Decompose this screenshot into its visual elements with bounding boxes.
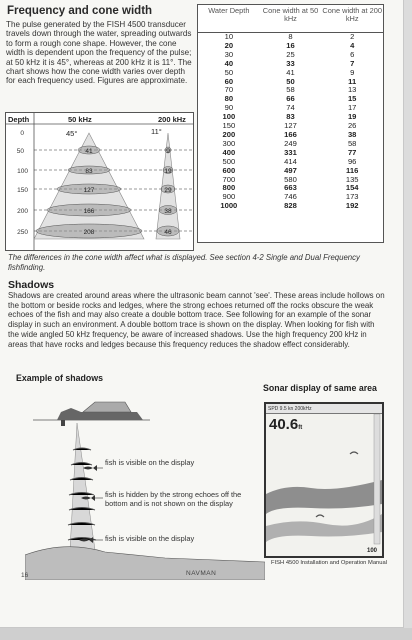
table-cell: 83 bbox=[286, 112, 295, 122]
table-cell: 166 bbox=[284, 129, 297, 139]
table-column-depth bbox=[198, 33, 260, 211]
table-cell: 80 bbox=[224, 94, 234, 104]
table-cell: 800 bbox=[222, 183, 236, 193]
table-cell: 41 bbox=[286, 67, 295, 77]
table-cell: 700 bbox=[222, 174, 236, 184]
table-cell: 8 bbox=[288, 32, 293, 41]
width-200: 9 bbox=[166, 148, 170, 155]
table-cell: 192 bbox=[345, 201, 359, 211]
width-200: 46 bbox=[164, 229, 172, 236]
table-cell: 6 bbox=[350, 49, 355, 59]
angle-50-label: 45° bbox=[66, 129, 78, 138]
table-column-200khz bbox=[321, 33, 383, 211]
sonar-depth-unit: ft bbox=[298, 425, 303, 431]
manual-caption: FISH 4500 Installation and Operation Manual bbox=[271, 560, 388, 566]
table-cell: 15 bbox=[347, 94, 357, 104]
table-cell: 828 bbox=[284, 201, 297, 211]
table-cell: 60 bbox=[224, 76, 234, 86]
table-cell: 600 bbox=[222, 165, 236, 175]
table-cell: 4 bbox=[350, 40, 355, 50]
example-heading: Example of shadows bbox=[16, 373, 104, 383]
table-cell: 7 bbox=[350, 58, 355, 68]
width-50: 41 bbox=[85, 148, 93, 155]
width-200: 29 bbox=[164, 187, 172, 194]
fish-icon bbox=[83, 465, 97, 471]
table-cell: 77 bbox=[347, 147, 357, 157]
table-cell: 11 bbox=[348, 76, 357, 86]
page-edge bbox=[0, 628, 412, 640]
width-50: 208 bbox=[83, 229, 95, 236]
depth-col-label: Depth bbox=[8, 115, 30, 124]
table-cell: 200 bbox=[222, 129, 236, 139]
table-cell: 50 bbox=[224, 67, 234, 77]
angle-200-label: 11° bbox=[151, 127, 162, 136]
table-cell: 58 bbox=[286, 85, 295, 95]
sonar-display bbox=[264, 402, 384, 558]
table-cell: 66 bbox=[286, 94, 295, 104]
table-cell: 746 bbox=[284, 192, 297, 202]
table-cell: 9 bbox=[350, 67, 355, 77]
sonar-scale-label: 100 bbox=[367, 548, 378, 554]
depth-tick: 250 bbox=[17, 229, 28, 236]
table-cell: 127 bbox=[284, 121, 297, 131]
table-cell: 400 bbox=[222, 147, 236, 157]
cone-width-table bbox=[197, 4, 384, 243]
table-cell: 17 bbox=[347, 103, 357, 113]
table-cell: 497 bbox=[284, 165, 297, 175]
shadows-illustration bbox=[25, 390, 265, 580]
width-50: 127 bbox=[83, 187, 95, 194]
sonar-trace-svg bbox=[266, 414, 382, 554]
note-fish-visible: fish is visible on the display bbox=[105, 458, 195, 467]
intro-paragraph: The pulse generated by the FISH 4500 transducer travels down through the water, spreading outwards to form a rough cone shape. However, the cone width is dependent upon the frequency of the pulse; at 50 kHz it is 45°, whereas at 200 kHz it is 11°. The chart shows how the cone width varies over depth for each frequency used. Figures are approximate. bbox=[6, 20, 192, 86]
shadows-svg bbox=[25, 390, 265, 580]
table-cell: 663 bbox=[284, 183, 297, 193]
freq-200-label: 200 kHz bbox=[158, 115, 186, 124]
sonar-beam bbox=[70, 423, 95, 550]
sonar-status-bar: SPD 9.5 kn 200kHz bbox=[266, 404, 382, 414]
seabed bbox=[25, 547, 265, 580]
table-cell: 10 bbox=[224, 32, 234, 41]
fish-arch bbox=[350, 452, 358, 454]
sonar-depth-value: 40.6 bbox=[269, 416, 299, 433]
shadows-paragraph: Shadows are created around areas where the ultrasonic beam cannot 'see'. These areas include hollows on the bottom or beside rocks and ledges, where the strong echoes returned off the rocks obscure the weak echoes of the fish and may also create a double bottom trace. See following for an example of the sonar display in such an environment. A double bottom trace is shown on the display. When looking for fish with the wide angled 50 kHz frequency, be aware of increased shadows. Use the high frequency 200 kHz in areas that have rocks and ledges because this frequency reduces the shadow effect considerably. bbox=[8, 291, 385, 349]
table-cell: 1000 bbox=[220, 201, 238, 211]
table-cell: 2 bbox=[350, 32, 355, 41]
width-200: 38 bbox=[164, 208, 172, 215]
double-bottom-trace bbox=[266, 514, 382, 542]
width-200: 19 bbox=[164, 168, 172, 175]
table-cell: 58 bbox=[347, 138, 357, 148]
cone-width-chart bbox=[5, 112, 194, 251]
depth-tick: 0 bbox=[20, 130, 24, 137]
fish-arch bbox=[316, 515, 324, 517]
width-50: 166 bbox=[83, 208, 95, 215]
table-cell: 40 bbox=[224, 58, 234, 68]
cone-chart-svg bbox=[6, 113, 193, 250]
table-cell: 74 bbox=[286, 103, 295, 113]
table-cell: 26 bbox=[347, 121, 357, 131]
table-cell: 38 bbox=[347, 129, 357, 139]
table-body bbox=[198, 33, 383, 211]
depth-tick: 100 bbox=[17, 168, 28, 175]
table-cell: 500 bbox=[222, 156, 236, 166]
table-cell: 900 bbox=[222, 192, 236, 202]
table-cell: 30 bbox=[224, 49, 234, 59]
depth-tick: 150 bbox=[17, 187, 28, 194]
table-header-cell: Cone width at 200 kHz bbox=[322, 6, 382, 24]
table-cell: 70 bbox=[224, 85, 234, 95]
section-heading: Frequency and cone width bbox=[7, 5, 153, 17]
depth-tick: 200 bbox=[17, 208, 28, 215]
table-cell: 20 bbox=[224, 40, 234, 50]
table-cell: 96 bbox=[347, 156, 357, 166]
table-header-cell: Water Depth bbox=[208, 6, 250, 15]
cone-caption: The differences in the cone width affect what is displayed. See section 4-2 Single and Dual Frequency fishfinding. bbox=[8, 253, 360, 272]
freq-50-label: 50 kHz bbox=[68, 115, 92, 124]
table-cell: 154 bbox=[345, 183, 359, 193]
table-cell: 16 bbox=[286, 40, 295, 50]
table-cell: 50 bbox=[286, 76, 295, 86]
table-cell: 19 bbox=[347, 112, 357, 122]
table-cell: 249 bbox=[284, 138, 297, 148]
table-cell: 100 bbox=[222, 112, 236, 122]
depth-tick: 50 bbox=[16, 148, 24, 155]
table-cell: 173 bbox=[345, 192, 359, 202]
table-cell: 150 bbox=[222, 121, 236, 131]
width-50: 83 bbox=[85, 168, 93, 175]
sonar-heading: Sonar display of same area bbox=[263, 383, 377, 393]
table-cell: 116 bbox=[346, 165, 359, 175]
table-cell: 135 bbox=[345, 174, 359, 184]
note-fish-visible-2: fish is visible on the display bbox=[105, 534, 195, 543]
table-header-cell: Cone width at 50 kHz bbox=[262, 6, 319, 24]
table-cell: 25 bbox=[286, 49, 295, 59]
page-number: 16 bbox=[21, 572, 29, 579]
shadows-heading: Shadows bbox=[8, 279, 55, 291]
bottom-trace bbox=[266, 480, 382, 514]
table-header bbox=[198, 5, 383, 33]
table-cell: 331 bbox=[284, 147, 297, 157]
table-cell: 300 bbox=[222, 138, 236, 148]
table-cell: 580 bbox=[284, 174, 297, 184]
table-cell: 33 bbox=[286, 58, 295, 68]
table-cell: 414 bbox=[284, 156, 297, 166]
table-cell: 90 bbox=[224, 103, 234, 113]
table-cell: 13 bbox=[347, 85, 357, 95]
brand-footer: NAVMAN bbox=[186, 570, 217, 577]
table-column-50khz bbox=[260, 33, 322, 211]
note-fish-hidden: fish is hidden by the strong echoes off the bottom and is not shown on the display bbox=[105, 490, 242, 508]
